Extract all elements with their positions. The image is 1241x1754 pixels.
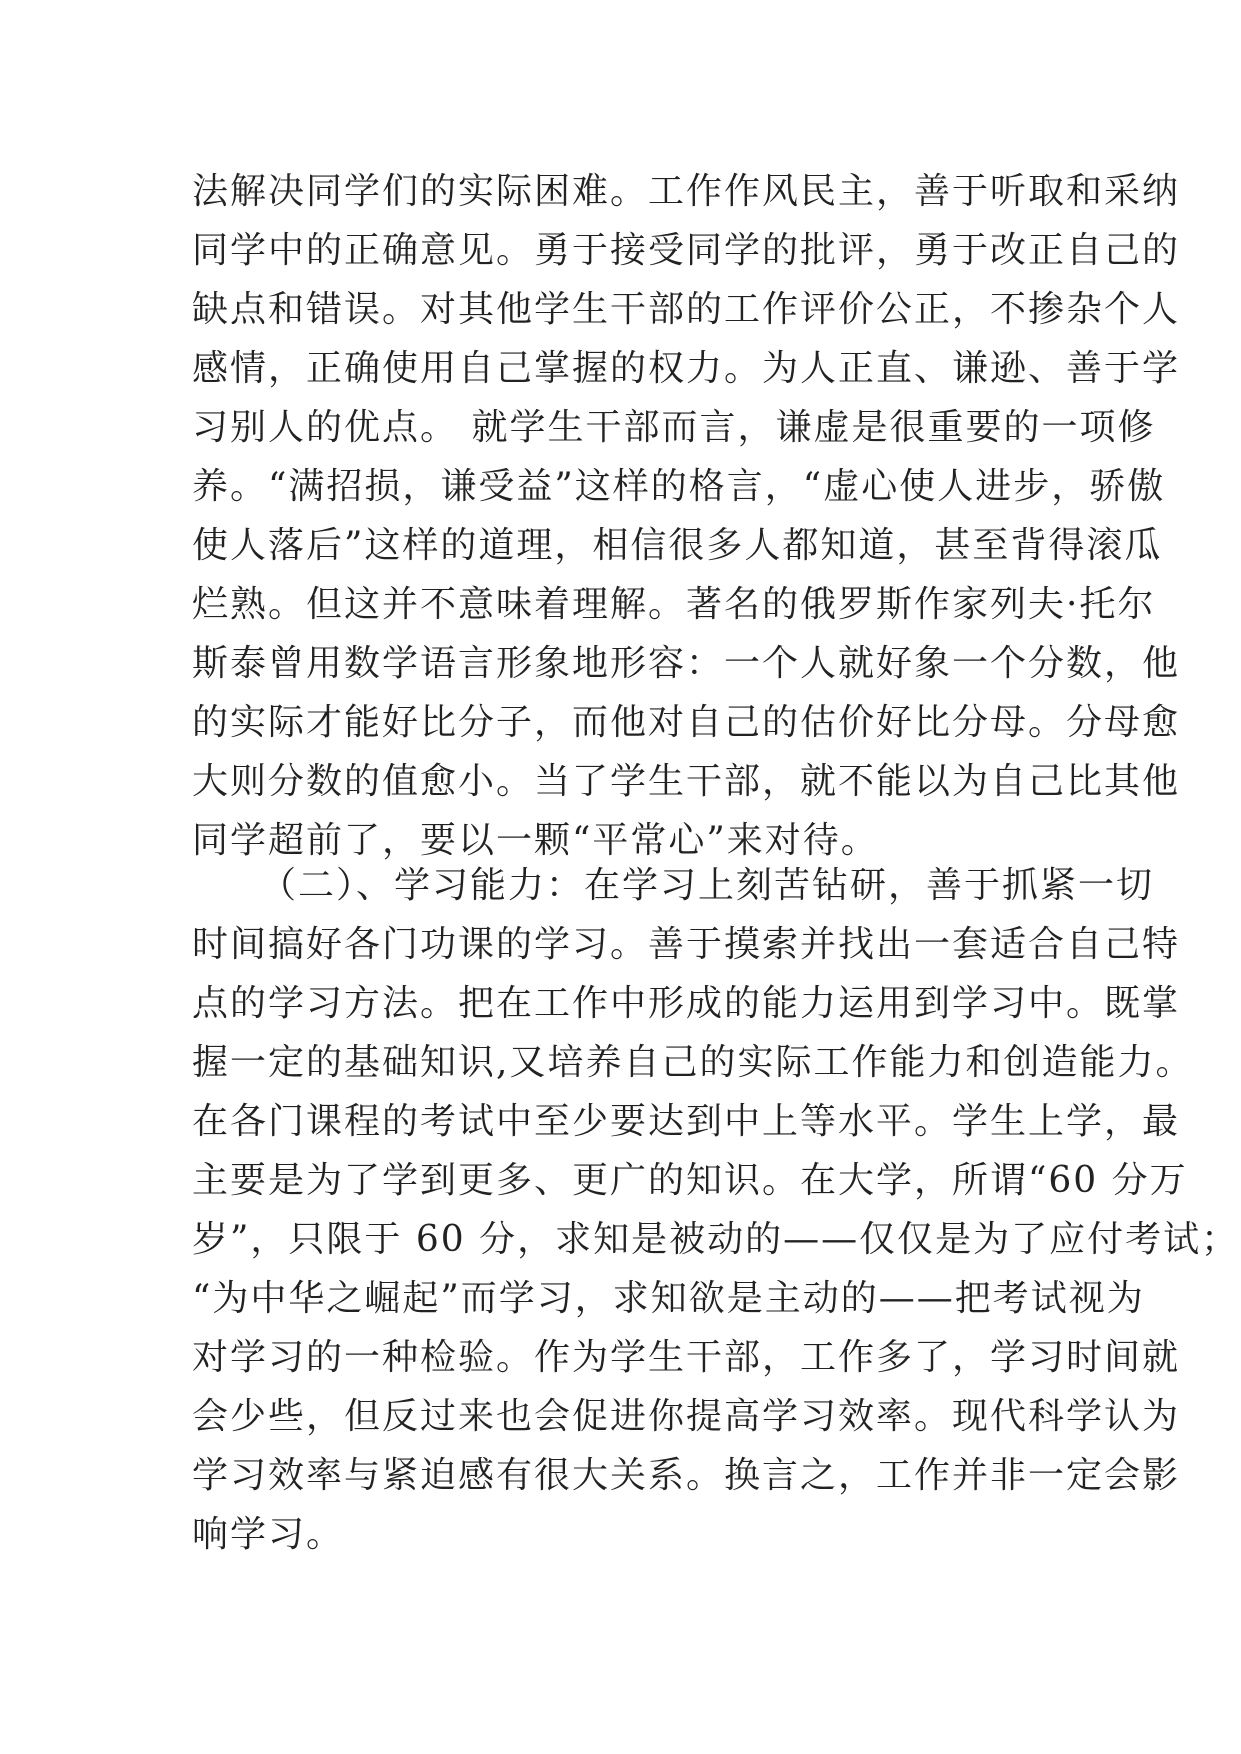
paragraph-learning-ability <box>192 856 1240 1564</box>
text-line: “为中华之崛起”而学习，求知欲是主动的——把考试视为 <box>192 1278 1145 1319</box>
text-line: 会少些，但反过来也会促进你提高学习效率。现代科学认为 <box>192 1396 1181 1437</box>
text-line: 大则分数的值愈小。当了学生干部，就不能以为自己比其他 <box>192 761 1181 802</box>
text-line: 学习效率与紧迫感有很大关系。换言之，工作并非一定会影 <box>192 1455 1181 1496</box>
text-line: 习别人的优点。 就学生干部而言，谦虚是很重要的一项修 <box>192 407 1156 448</box>
paragraph-continued <box>192 162 1181 870</box>
text-line: 养。“满招损，谦受益”这样的格言，“虚心使人进步，骄傲 <box>192 466 1166 507</box>
text-line: 烂熟。但这并不意味着理解。著名的俄罗斯作家列夫·托尔 <box>192 584 1156 625</box>
text-line: 感情，正确使用自己掌握的权力。为人正直、谦逊、善于学 <box>192 348 1181 389</box>
text-line: 对学习的一种检验。作为学生干部，工作多了，学习时间就 <box>192 1337 1181 1378</box>
text-line: 法解决同学们的实际困难。工作作风民主，善于听取和采纳 <box>192 171 1181 212</box>
text-line: 斯泰曾用数学语言形象地形容：一个人就好象一个分数，他 <box>192 643 1181 684</box>
text-line: 缺点和错误。对其他学生干部的工作评价公正，不掺杂个人 <box>192 289 1181 330</box>
text-line: 时间搞好各门功课的学习。善于摸索并找出一套适合自己特 <box>192 924 1181 965</box>
section-heading-line: （二）、学习能力：在学习上刻苦钻研，善于抓紧一切 <box>260 865 1155 906</box>
text-line: 同学超前了，要以一颗“平常心”来对待。 <box>192 820 879 861</box>
text-line: 同学中的正确意见。勇于接受同学的批评，勇于改正自己的 <box>192 230 1181 271</box>
text-line: 在各门课程的考试中至少要达到中上等水平。学生上学，最 <box>192 1101 1181 1142</box>
text-line: 岁”，只限于 60 分，求知是被动的——仅仅是为了应付考试； <box>192 1219 1240 1260</box>
text-line: 响学习。 <box>192 1514 345 1555</box>
text-line: 点的学习方法。把在工作中形成的能力运用到学习中。既掌 <box>192 983 1181 1024</box>
text-line: 的实际才能好比分子，而他对自己的估价好比分母。分母愈 <box>192 702 1181 743</box>
text-line: 主要是为了学到更多、更广的知识。在大学，所谓“60 分万 <box>192 1160 1188 1201</box>
text-line: 握一定的基础知识,又培养自己的实际工作能力和创造能力。 <box>192 1042 1194 1083</box>
text-line: 使人落后”这样的道理，相信很多人都知道，甚至背得滚瓜 <box>192 525 1163 566</box>
